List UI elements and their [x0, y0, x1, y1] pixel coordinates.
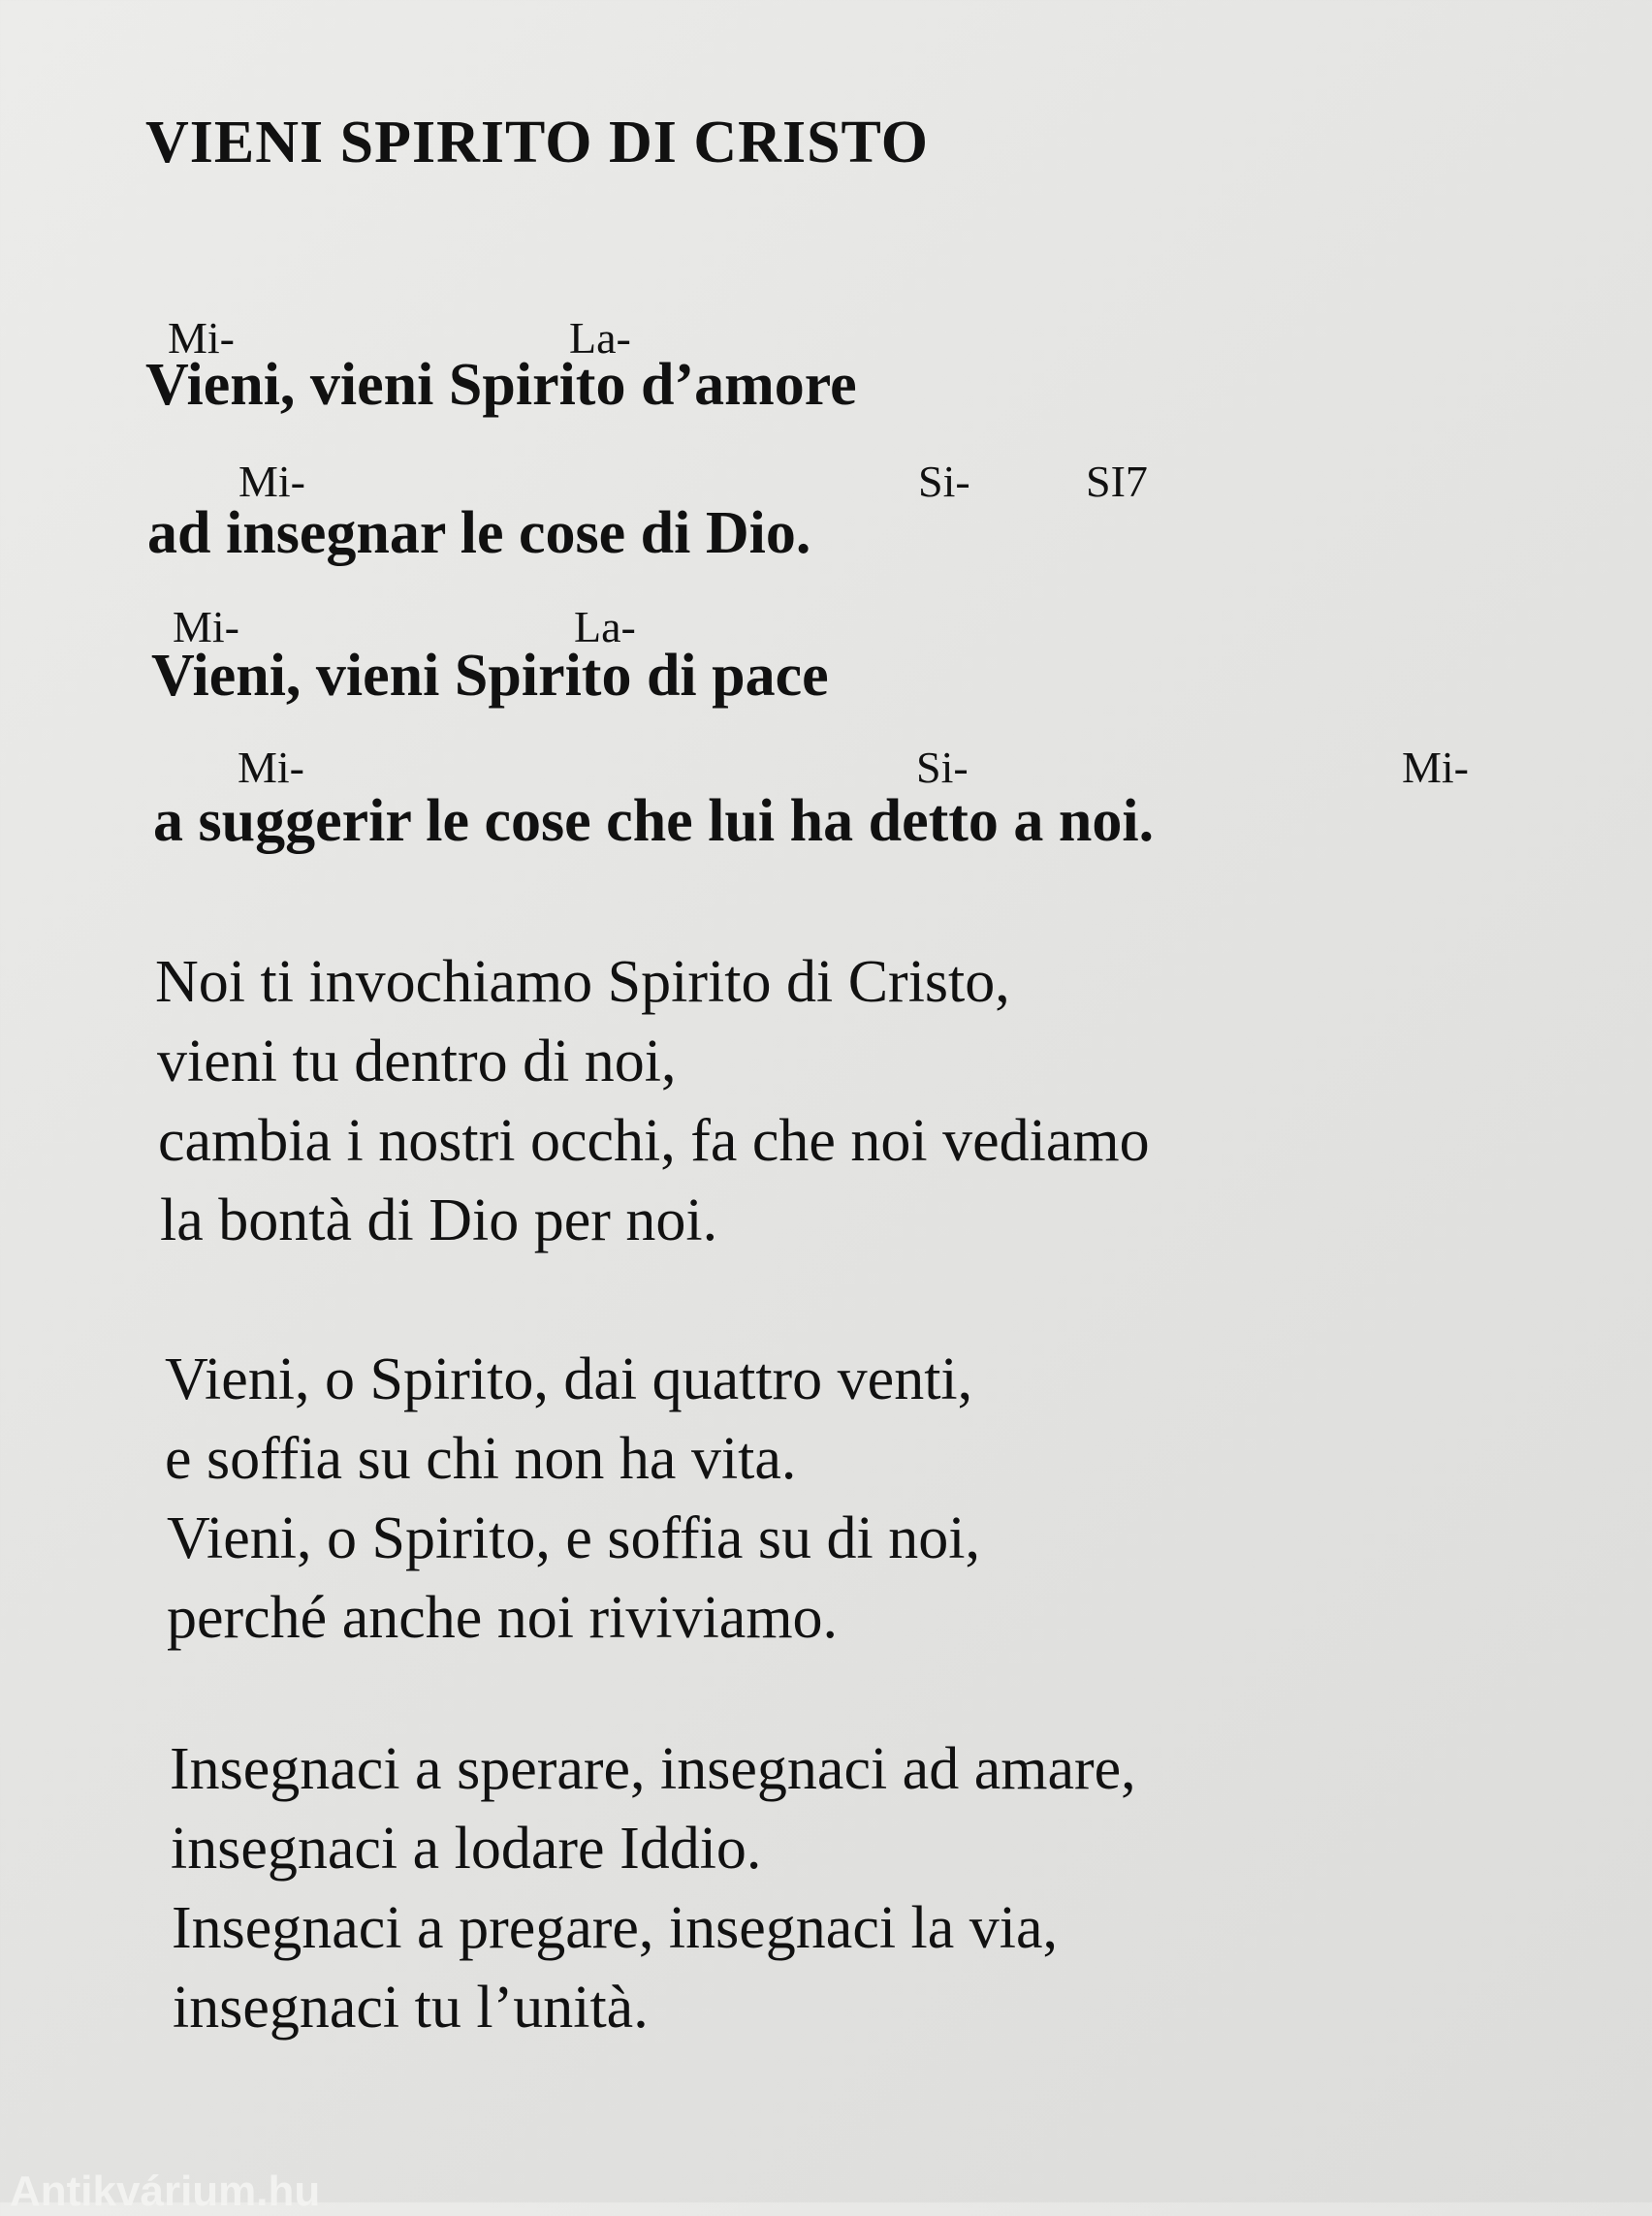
chord: Si- [918, 457, 970, 506]
chord: Si- [916, 743, 969, 792]
chorus-line-2: ad insegnar le cose di Dio. [147, 500, 811, 566]
chord: La- [574, 602, 636, 651]
verse-3-line-1: Insegnaci a sperare, insegnaci ad amare, [170, 1736, 1136, 1802]
verse-2-line-2: e soffia su chi non ha vita. [165, 1426, 797, 1492]
verse-1-line-3: cambia i nostri occhi, fa che noi vediamo [158, 1108, 1150, 1174]
chord: Mi- [238, 743, 304, 792]
watermark: Antikvárium.hu [10, 2168, 321, 2215]
chord: La- [569, 313, 631, 363]
verse-2-line-1: Vieni, o Spirito, dai quattro venti, [165, 1346, 973, 1412]
chord: Mi- [238, 457, 305, 506]
verse-3-line-2: insegnaci a lodare Iddio. [171, 1816, 762, 1882]
chord: Mi- [1402, 743, 1469, 792]
chord: SI7 [1086, 457, 1148, 506]
verse-1-line-2: vieni tu dentro di noi, [157, 1029, 677, 1094]
chorus-line-1: Vieni, vieni Spirito d’amore [145, 352, 857, 418]
verse-1-line-1: Noi ti invochiamo Spirito di Cristo, [155, 949, 1010, 1015]
chord-row-2 [0, 456, 1454, 504]
verse-2-line-4: perché anche noi riviviamo. [167, 1585, 839, 1651]
chorus-line-3: Vieni, vieni Spirito di pace [151, 643, 829, 709]
song-title: VIENI SPIRITO DI CRISTO [145, 110, 930, 175]
verse-1-line-4: la bontà di Dio per noi. [160, 1187, 718, 1253]
verse-3-line-3: Insegnaci a pregare, insegnaci la via, [172, 1895, 1059, 1961]
verse-3-line-4: insegnaci tu l’unità. [173, 1975, 649, 2041]
verse-2-line-3: Vieni, o Spirito, e soffia su di noi, [167, 1505, 980, 1571]
chord: Mi- [173, 602, 239, 651]
chorus-line-4: a suggerir le cose che lui ha detto a noi. [153, 788, 1155, 854]
chord-row-4 [0, 742, 1469, 792]
chord: Mi- [168, 313, 235, 363]
